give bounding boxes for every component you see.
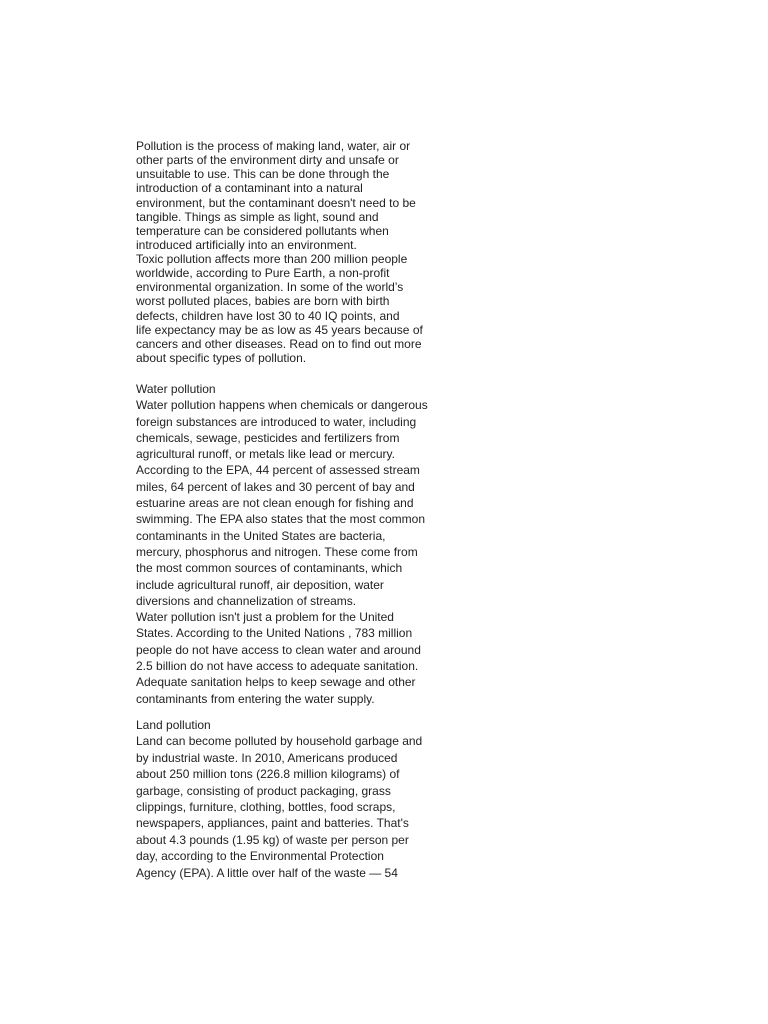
- land-pollution-section: Land pollution Land can become polluted by household garbage and by industrial waste. In 2010, Americans produced about 250 million tons (226.8 million kilograms) of garbage, consisting of product packaging, grass clippings, furniture, clothing, bottles, food scraps, newspapers, appliances, paint and batteries. That's about 4.3 pounds (1.95 kg) of waste per person per day, according to the Environmental Protection Agency (EPA). A little over half of the waste — 54: [136, 718, 423, 880]
- intro-paragraph: Pollution is the process of making land, water, air or other parts of the environment dirty and unsafe or unsuitable to use. This can be done through the introduction of a contaminant into a natural environment, but the contaminant doesn't need to be tangible. Things as simple as light, sound and temperature can be considered pollutants when introduced artificially into an environment. Toxic pollution affects more than 200 million people worldwide, according to Pure Earth, a non-profit environmental organization. In some of the world’s worst polluted places, babies are born with birth defects, children have lost 30 to 40 IQ points, and life expectancy may be as low as 45 years because of cancers and other diseases. Read on to find out more about specific types of pollution.: [136, 139, 423, 365]
- water-pollution-section: Water pollution Water pollution happens when chemicals or dangerous foreign substances are introduced to water, including chemicals, sewage, pesticides and fertilizers from agricultural runoff, or metals like lead or mercury. According to the EPA, 44 percent of assessed stream miles, 64 percent of lakes and 30 percent of bay and estuarine areas are not clean enough for fishing and swimming. The EPA also states that the most common contaminants in the United States are bacteria, mercury, phosphorus and nitrogen. These come from the most common sources of contaminants, which include agricultural runoff, air deposition, water diversions and channelization of streams. Water pollution isn't just a problem for the United States. According to the United Nations , 783 million people do not have access to clean water and around 2.5 billion do not have access to adequate sanitation. Adequate sanitation helps to keep sewage and other contaminants from entering the water supply.: [136, 382, 428, 706]
